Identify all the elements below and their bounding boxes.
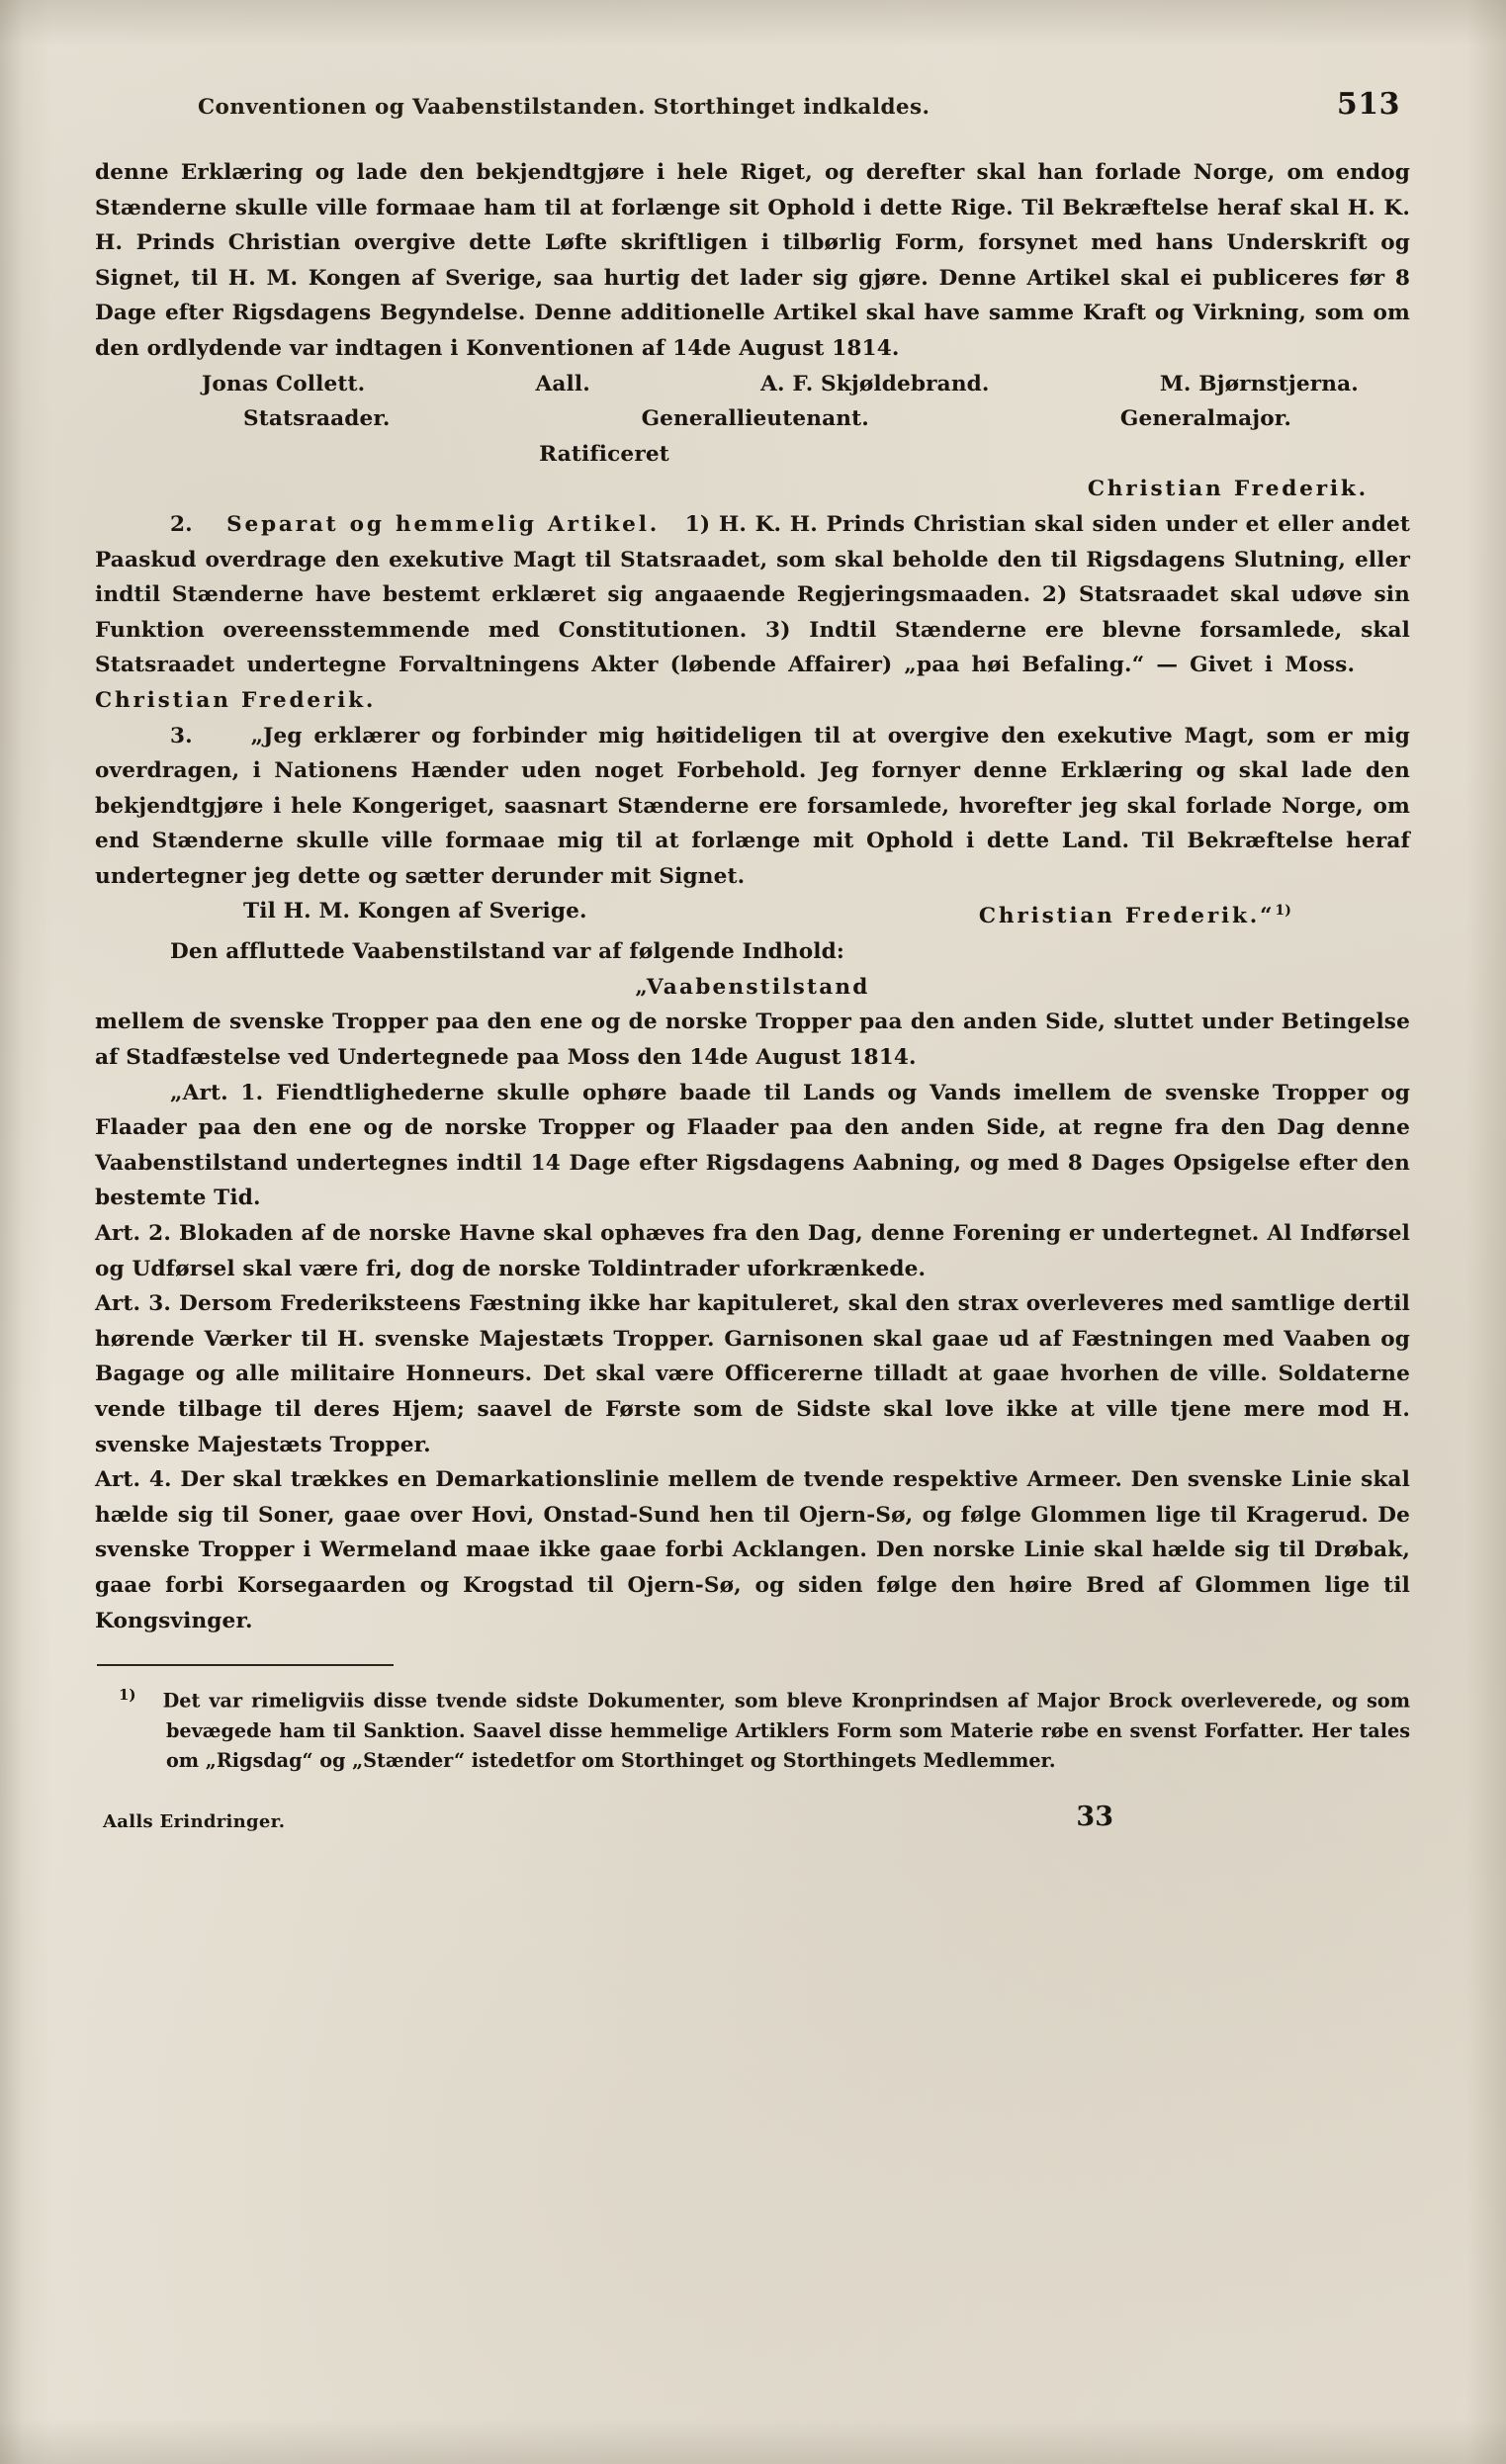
running-head [198,87,1400,122]
page-edge-shadow-right [1466,0,1506,2464]
title-statsraader: Statsraader. [243,406,391,432]
signatory-skjoldebrand: A. F. Skjøldebrand. [760,371,990,396]
page-edge-shadow-left [0,0,51,2464]
footnote-marker: 1) [119,1686,136,1705]
ratified-label: Ratificeret [539,441,669,467]
footnote [95,1680,1410,1775]
signature-mark: Aalls Erindringer. [103,1810,286,1832]
paragraph-article-2: Art. 2. Blokaden af de norske Havne skal ophæves fra den Dag, denne Forening er undertegnet. Al Indførsel og Udførsel skal være fri, dog de norske Toldintrader uforkrænkede. [95,1221,1410,1281]
article-2-signature: Christian Frederik. [95,687,377,713]
declaration-footer [95,894,1410,934]
footnote-rule [97,1664,394,1666]
paragraph-declaration [95,719,1410,895]
paragraph-separate-article [95,507,1410,719]
footnote-reference: 1) [1275,903,1291,920]
page-edge-shadow-bottom [0,2419,1506,2464]
article-2-heading: Separat og hemmelig Artikel. [226,511,661,537]
page-colophon [95,1802,1410,1832]
title-generalmajor: Generalmajor. [1119,406,1291,432]
declaration-addressee: Til H. M. Kongen af Sverige. [243,899,587,924]
paragraph-continuation: denne Erklæring og lade den bekjendtgjøre i hele Riget, og derefter skal han forlade Norge, om endog Stænderne skulle ville formaae ham til at forlænge sit Ophold i dette Rige. Til Bekræftelse heraf skal H. K. H. Prinds Christian overgive dette Løfte skriftligen i tilbørlig Form, forsynet med hans Underskrift og Signet, til H. M. Kongen af Sverige, saa hurtig det lader sig gjøre. Denne Artikel skal ei publiceres før 8 Dage efter Rigsdagens Begyndelse. Denne additionelle Artikel skal have samme Kraft og Virkning, som om den ordlydende var indtagen i Konventionen af 14de August 1814. [95,160,1410,361]
signatory-bjornstjerna: M. Bjørnstjerna. [1159,371,1359,396]
declaration-signature: Christian Frederik.“ [978,904,1276,929]
article-number-2: 2. [170,511,193,537]
article-number-3: 3. [170,723,193,748]
paragraph-article-1: „Art. 1. Fiendtlighederne skulle ophøre baade til Lands og Vands imellem de svenske Tropper og Flaader paa den ene og de norske Tropper og Flaader paa den anden Side, at regne fra den Dag denne Vaabenstilstand undertegnes indtil 14 Dage efter Rigsdagens Aabning, og med 8 Dages Opsigelse efter den bestemte Tid. [95,1080,1410,1211]
footnote-text: Det var rimeligviis disse tvende sidste Dokumenter, som bleve Kronprindsen af Major Brock overleverede, og som bevægede ham til Sanktion. Saavel disse hemmelige Artiklers Form som Materie røbe en svenst Forfatter. Her tales om „Rigsdag“ og „Stænder“ istedetfor om Storthinget og Storthingets Medlemmer. [162,1689,1411,1772]
page-content [95,87,1410,1832]
page-edge-shadow-top [0,0,1506,45]
body-text [95,155,1410,1638]
article-3-text: „Jeg erklærer og forbinder mig høitideligen til at overgive den exekutive Magt, som er mig overdragen, i Nationens Hænder uden noget Forbehold. Jeg fornyer denne Erklæring og skal lade den bekjendtgjøre i hele Kongeriget, saasnart Stænderne ere forsamlede, hvorefter jeg skal forlade Norge, om end Stænderne skulle ville formaae mig til at forlænge mit Ophold i dette Land. Til Bekræftelse heraf undertegner jeg dette og sætter derunder mit Signet. [95,723,1410,889]
declaration-signature-wrap [979,894,1291,934]
signatories-row-2 [95,401,1410,437]
paragraph-armistice-preamble: mellem de svenske Tropper paa den ene og de norske Tropper paa den anden Side, sluttet under Betingelse af Stadfæstelse ved Undertegnede paa Moss den 14de August 1814. [95,1010,1410,1071]
page-number: 513 [1336,87,1400,122]
armistice-heading: „Vaabenstilstand [635,974,870,1000]
running-head-title: Conventionen og Vaabenstilstanden. Storthinget indkaldes. [198,95,930,120]
ratified-signature: Christian Frederik. [1087,477,1369,502]
title-generallieutenant: Generallieutenant. [641,406,869,432]
paragraph-article-4: Art. 4. Der skal trækkes en Demarkationslinie mellem de tvende respektive Armeer. Den svenske Linie skal hælde sig til Soner, gaae over Hovi, Onstad-Sund hen til Ojern-Sø, og følge Glommen lige til Kragerud. De svenske Tropper i Wermeland maae ikke gaae forbi Acklangen. Den norske Linie skal hælde sig til Drøbak, gaae forbi Korsegaarden og Krogstad til Ojern-Sø, og siden følge den høire Bred af Glommen lige til Kongsvinger. [95,1467,1410,1633]
paragraph-article-3: Art. 3. Dersom Frederiksteens Fæstning ikke har kapituleret, skal den strax overleveres med samtlige dertil hørende Værker til H. svenske Majestæts Tropper. Garnisonen skal gaae ud af Fæstningen med Vaaben og Bagage og alle militaire Honneurs. Det skal være Officererne tilladt at gaae hvorhen de ville. Soldaterne vende tilbage til deres Hjem; saavel de Første som de Sidste skal love ikke at ville tjene mere mod H. svenske Majestæts Tropper. [95,1291,1410,1457]
article-2-text: 1) H. K. H. Prinds Christian skal siden under et eller andet Paaskud overdrage den exekutive Magt til Statsraadet, som skal beholde den til Rigsdagens Slutning, eller indtil Stænderne have bestemt erklæret sig angaaende Regjeringsmaaden. 2) Statsraadet skal udøve sin Funktion overeensstemmende med Constitutionen. 3) Indtil Stænderne ere blevne forsamlede, skal Statsraadet undertegne Forvaltningens Akter (løbende Affairer) „paa høi Befaling.“ — Givet i Moss. [95,511,1411,678]
signatory-collett: Jonas Collett. [202,371,366,396]
signatory-aall: Aall. [535,371,590,396]
sheet-number: 33 [1076,1801,1113,1832]
paragraph-intro-armistice: Den affluttede Vaabenstilstand var af følgende Indhold: [170,939,845,965]
signatories-row-1 [95,367,1410,402]
